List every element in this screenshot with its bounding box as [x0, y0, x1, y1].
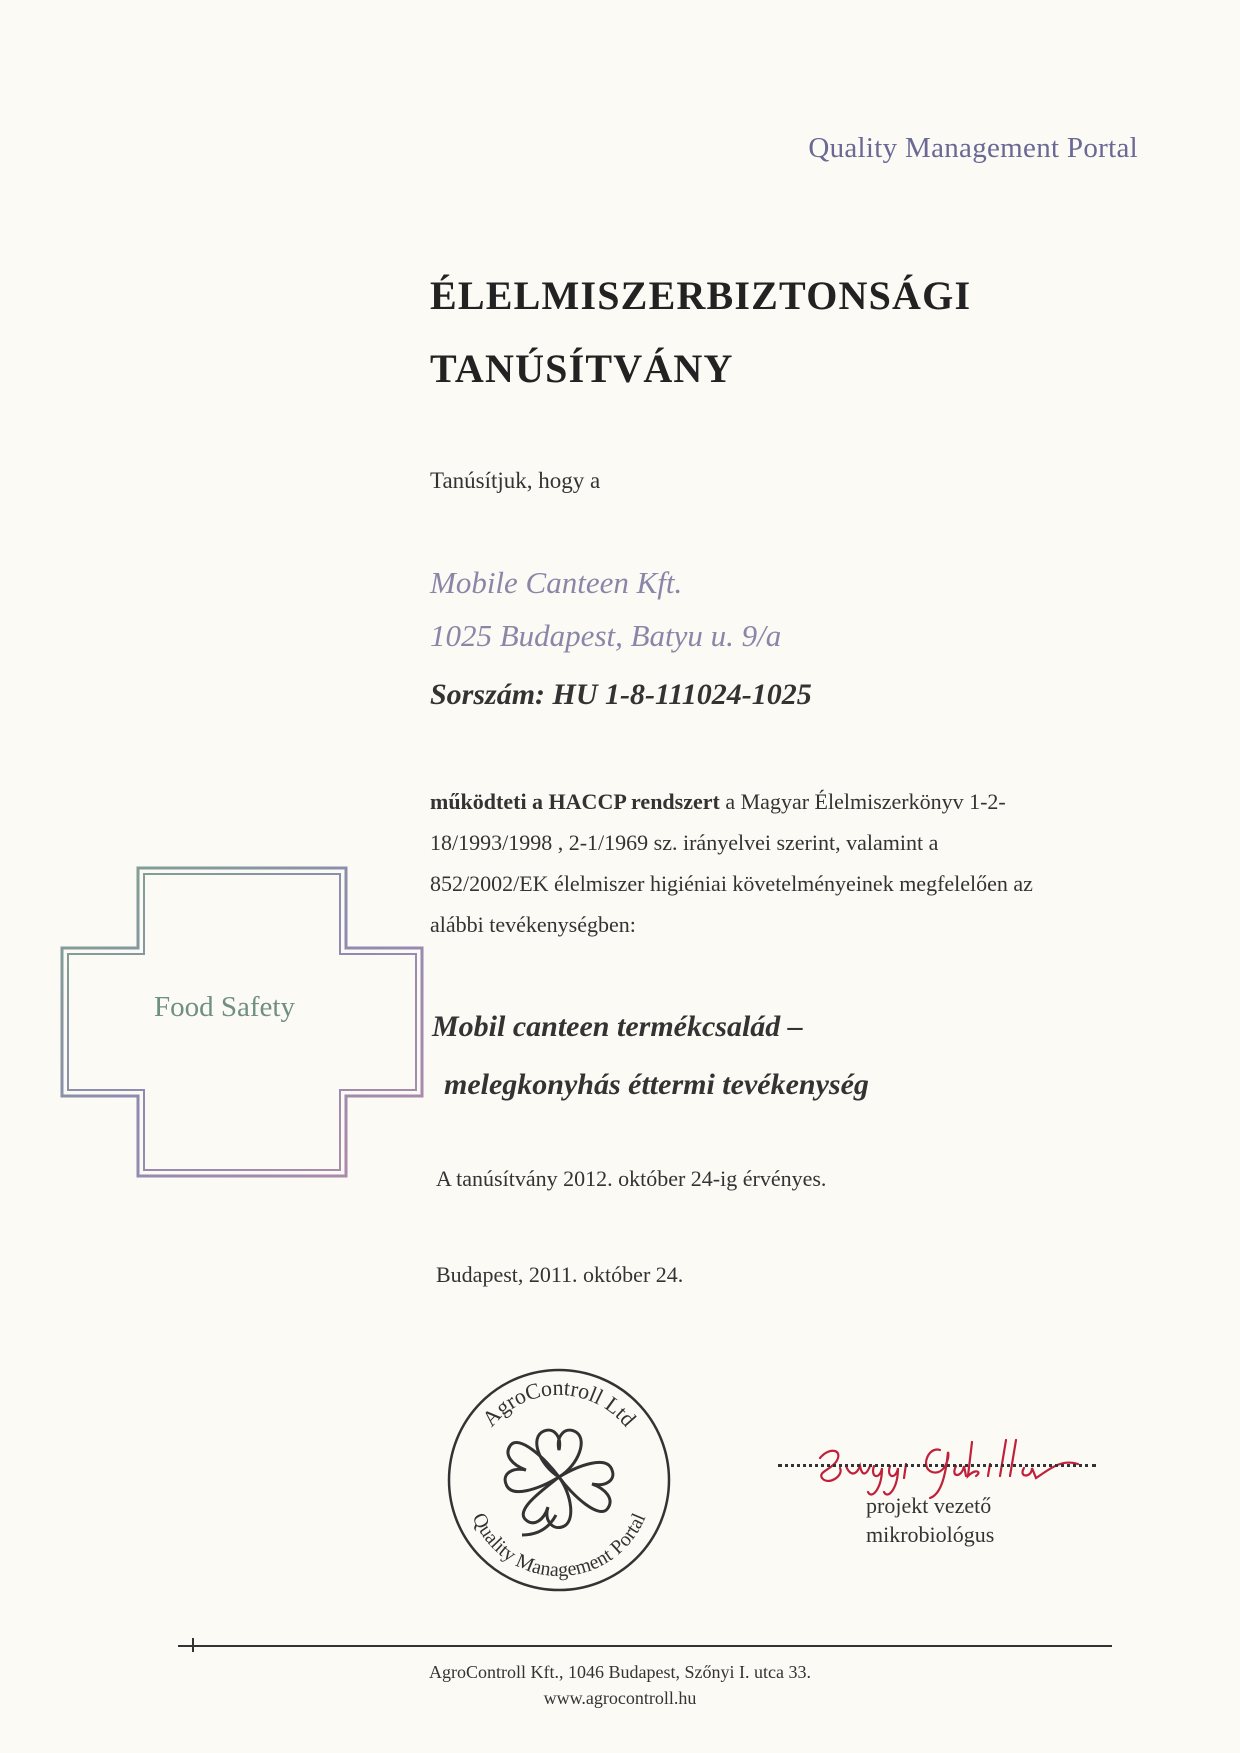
- footer-website: www.agrocontroll.hu: [543, 1688, 697, 1708]
- statement-bold: működteti a HACCP rendszert: [430, 789, 720, 814]
- footer-address: AgroControll Kft., 1046 Budapest, Szőnyi I. utca 33.: [429, 1662, 811, 1682]
- stamp-bottom-text: Quality Management Portal: [467, 1509, 651, 1582]
- statement-line4: alábbi tevékenységben:: [430, 912, 636, 937]
- validity-text: A tanúsítvány 2012. október 24-ig érvényes.: [436, 1166, 827, 1191]
- footer-divider-tick: [192, 1638, 194, 1652]
- signatory-profession: mikrobiológus: [866, 1522, 995, 1547]
- statement-line2: 18/1993/1998 , 2-1/1969 sz. irányelvei szerint, valamint a: [430, 830, 939, 855]
- activity-line2: melegkonyhás éttermi tevékenység: [444, 1068, 869, 1101]
- statement-line3: 852/2002/EK élelmiszer higiéniai követelményeinek megfelelően az: [430, 871, 1033, 896]
- statement-line1: [430, 781, 1130, 822]
- certificate-title-line2: TANÚSÍTVÁNY: [430, 346, 734, 391]
- footer-divider: [178, 1645, 1112, 1647]
- stamp-top-text: AgroControll Ltd: [476, 1374, 642, 1432]
- company-address: 1025 Budapest, Batyu u. 9/a: [430, 618, 782, 653]
- svg-text:AgroControll Ltd: [477, 1375, 641, 1431]
- portal-header: Quality Management Portal: [808, 132, 1138, 164]
- activity-line1: Mobil canteen termékcsalád –: [432, 1010, 803, 1043]
- signatory-role: projekt vezető: [866, 1493, 992, 1518]
- serial-number: Sorszám: HU 1-8-111024-1025: [430, 678, 812, 711]
- signature-dotted-line: [778, 1464, 1096, 1467]
- food-safety-label: Food Safety: [154, 991, 295, 1023]
- issue-date: Budapest, 2011. október 24.: [436, 1262, 684, 1287]
- agrocontroll-stamp-icon: [444, 1365, 674, 1595]
- statement-line1-rest: a Magyar Élelmiszerkönyv 1-2-: [719, 789, 1006, 814]
- intro-text: Tanúsítjuk, hogy a: [430, 468, 601, 493]
- certification-statement: [430, 781, 1130, 945]
- certificate-title-line1: ÉLELMISZERBIZTONSÁGI: [430, 273, 972, 318]
- company-name: Mobile Canteen Kft.: [430, 565, 683, 600]
